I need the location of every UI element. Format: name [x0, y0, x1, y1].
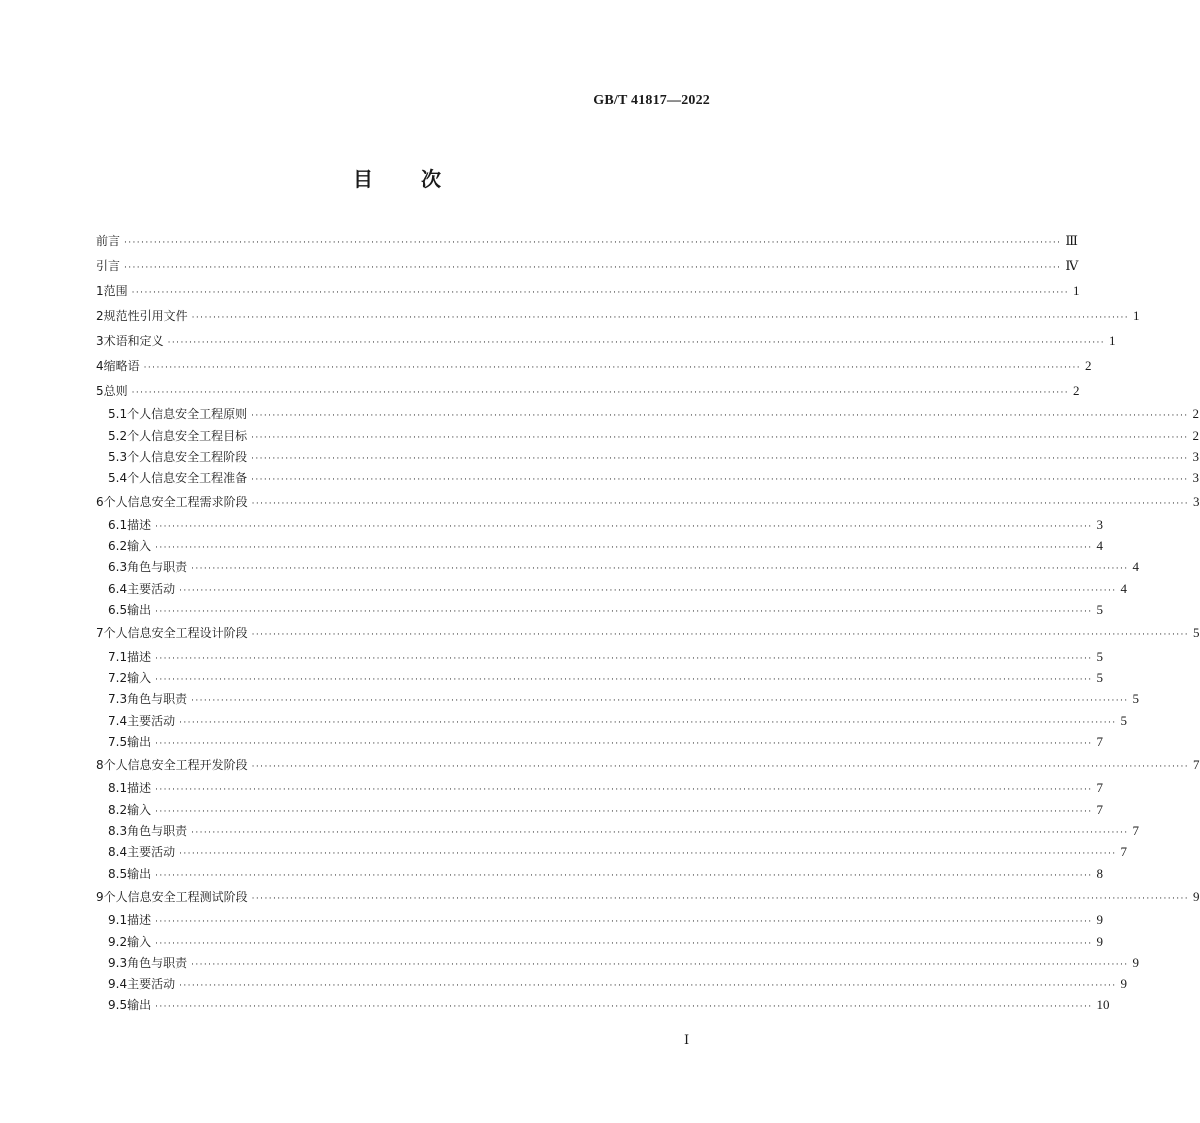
toc-entry-number: 7.4 [108, 713, 128, 728]
toc-entry[interactable] [108, 515, 1103, 535]
toc-leader-dots: ···························································································································································································································· [251, 453, 1189, 464]
toc-entry[interactable] [108, 668, 1103, 688]
toc-entry-page: 9 [1096, 912, 1103, 928]
toc-entry-label: 主要活动 [127, 845, 176, 860]
toc-entry[interactable] [108, 995, 1110, 1015]
toc-entry[interactable] [96, 381, 1080, 401]
toc-entry-label: 缩略语 [103, 359, 140, 373]
toc-leader-dots: ···························································································································································································································· [191, 959, 1129, 970]
toc-entry-label: 个人信息安全工程目标 [127, 428, 248, 443]
toc-entry-label: 输入 [127, 802, 152, 817]
page-number: Ⅰ [684, 1032, 690, 1047]
toc-entry-page: 5 [1096, 602, 1103, 617]
toc-entry-page: 3 [1193, 493, 1200, 509]
toc-entry-page: 8 [1096, 865, 1103, 881]
toc-entry-number: 4 [96, 359, 104, 373]
toc-entry[interactable] [108, 426, 1199, 446]
toc-entry[interactable] [108, 447, 1199, 467]
toc-entry[interactable] [108, 557, 1139, 577]
toc-entry-page: 5 [1120, 712, 1127, 728]
toc-entry-number: 8.3 [108, 824, 128, 838]
toc-entry-label: 输入 [127, 934, 152, 949]
title-char-1: 目 [353, 167, 373, 191]
toc-leader-dots: ···························································································································································································································· [155, 543, 1093, 554]
toc-entry[interactable] [108, 821, 1139, 841]
toc-entry-page: 9 [1120, 976, 1127, 992]
toc-entry-page: 4 [1120, 580, 1127, 596]
title-char-2: 次 [421, 167, 441, 191]
toc-leader-dots: ···························································································································································································································· [251, 893, 1190, 904]
toc-entry-number: 6.1 [108, 517, 128, 532]
toc-leader-dots: ···························································································································································································································· [155, 607, 1093, 617]
toc-leader-dots: ···························································································································································································································· [124, 263, 1062, 273]
toc-entry[interactable] [96, 887, 1200, 907]
toc-entry-number: 5.3 [108, 449, 128, 464]
toc-entry-label: 角色与职责 [127, 955, 188, 970]
toc-entry-page: 4 [1132, 559, 1139, 575]
toc-entry[interactable] [96, 623, 1200, 643]
toc-entry-page: 3 [1192, 448, 1199, 464]
toc-entry-number: 9.4 [108, 977, 128, 992]
toc-entry-page: 5 [1193, 625, 1200, 641]
toc-leader-dots: ···························································································································································································································· [143, 363, 1082, 373]
toc-entry-number: 8.2 [108, 802, 128, 817]
toc-leader-dots: ···························································································································································································································· [251, 498, 1190, 509]
toc-leader-dots: ···························································································································································································································· [131, 288, 1070, 298]
toc-entry[interactable] [96, 231, 1078, 251]
toc-entry[interactable] [96, 755, 1200, 775]
toc-entry-number: 6.5 [108, 603, 128, 617]
toc-entry-label: 角色与职责 [127, 560, 188, 575]
toc-entry-number: 7 [96, 626, 104, 641]
toc-leader-dots: ···························································································································································································································· [191, 313, 1130, 323]
toc-entry-page: 7 [1096, 733, 1103, 749]
toc-leader-dots: ···························································································································································································································· [251, 432, 1189, 443]
toc-entry[interactable] [108, 732, 1103, 752]
toc-leader-dots: ···························································································································································································································· [179, 849, 1117, 860]
toc-entry-page: 1 [1133, 308, 1140, 323]
toc-entry-page: 1 [1109, 333, 1116, 348]
toc-entry-number: 9 [96, 889, 104, 904]
toc-leader-dots: ···························································································································································································································· [179, 717, 1117, 728]
toc-entry-label: 输入 [127, 539, 152, 554]
toc-leader-dots: ···························································································································································································································· [251, 475, 1189, 486]
toc-leader-dots: ···························································································································································································································· [155, 938, 1093, 949]
toc-entry-number: 5 [96, 384, 104, 398]
page-title [0, 163, 794, 192]
toc-entry-number: 5.1 [108, 407, 128, 422]
toc-entry-number: 8.5 [108, 866, 128, 881]
toc-entry[interactable] [108, 600, 1103, 620]
toc-entry-label: 主要活动 [127, 581, 176, 596]
toc-entry-label: 描述 [127, 913, 152, 928]
toc-entry-page: Ⅲ [1065, 233, 1078, 248]
toc-entry-number: 6.4 [108, 581, 128, 596]
toc-entry-number: 7.3 [108, 692, 128, 707]
toc-entry-page: 9 [1193, 888, 1200, 904]
toc-entry-number: 7.1 [108, 649, 128, 664]
toc-entry[interactable] [108, 842, 1127, 862]
toc-entry-number: 5.4 [108, 471, 128, 486]
toc-entry-page: 2 [1085, 358, 1092, 373]
toc-entry-page: Ⅳ [1065, 258, 1079, 273]
toc-entry[interactable] [108, 404, 1199, 424]
toc-entry-page: 7 [1096, 801, 1103, 817]
toc-entry-label: 个人信息安全工程阶段 [127, 449, 248, 464]
toc-entry-label: 个人信息安全工程测试阶段 [103, 889, 248, 904]
toc-entry-page: 10 [1096, 997, 1110, 1013]
toc-entry-number: 9.2 [108, 934, 128, 949]
toc-entry-page: 7 [1120, 844, 1127, 860]
toc-entry[interactable] [96, 306, 1140, 326]
toc-entry-label: 描述 [127, 781, 152, 796]
toc-entry[interactable] [96, 492, 1200, 512]
toc-entry-page: 2 [1192, 406, 1199, 422]
toc-entry-label: 主要活动 [127, 977, 176, 992]
toc-entry-number: 6 [96, 494, 104, 509]
toc-entry-label: 主要活动 [127, 713, 176, 728]
toc-entry-label: 输出 [127, 998, 152, 1013]
toc-entry-label: 个人信息安全工程需求阶段 [103, 494, 248, 509]
toc-entry[interactable] [108, 468, 1199, 488]
toc-leader-dots: ···························································································································································································································· [191, 696, 1129, 707]
toc-entry-label: 角色与职责 [127, 824, 188, 838]
toc-leader-dots: ···························································································································································································································· [155, 917, 1093, 928]
toc-entry-number: 5.2 [108, 428, 128, 443]
toc-entry-number: 9.3 [108, 955, 128, 970]
toc-entry-page: 7 [1132, 823, 1139, 838]
toc-entry-number: 8 [96, 758, 104, 773]
toc-entry-number: 1 [96, 284, 104, 298]
toc-entry-label: 总则 [103, 384, 128, 398]
toc-entry[interactable] [108, 974, 1127, 994]
toc-entry-page: 1 [1073, 283, 1080, 298]
toc-leader-dots: ···························································································································································································································· [155, 806, 1093, 817]
toc-entry-page: 5 [1096, 648, 1103, 664]
toc-entry-label: 前言 [96, 234, 121, 248]
toc-entry-number: 6.2 [108, 539, 128, 554]
toc-entry-label: 个人信息安全工程开发阶段 [103, 758, 248, 773]
toc-entry-label: 角色与职责 [127, 692, 188, 707]
toc-entry[interactable] [108, 711, 1127, 731]
toc-entry-page: 3 [1192, 470, 1199, 486]
toc-leader-dots: ···························································································································································································································· [124, 238, 1062, 248]
standard-number: GB/T 41817—2022 [593, 93, 710, 108]
toc-entry-label: 描述 [127, 517, 152, 532]
toc-entry-number: 2 [96, 309, 104, 323]
toc-entry[interactable] [108, 536, 1103, 556]
toc-entry-label: 描述 [127, 649, 152, 664]
toc-leader-dots: ···························································································································································································································· [191, 564, 1129, 575]
toc-entry[interactable] [108, 579, 1127, 599]
toc-entry[interactable] [108, 953, 1139, 973]
toc-leader-dots: ···························································································································································································································· [155, 738, 1093, 749]
toc-entry-label: 个人信息安全工程原则 [127, 407, 248, 422]
toc-leader-dots: ···························································································································································································································· [155, 521, 1093, 532]
toc-entry-number: 3 [96, 334, 104, 348]
toc-leader-dots: ···························································································································································································································· [251, 762, 1190, 773]
toc-leader-dots: ···························································································································································································································· [155, 1002, 1093, 1013]
toc-entry-page: 2 [1192, 427, 1199, 443]
toc-leader-dots: ···························································································································································································································· [131, 388, 1070, 398]
toc-entry-number: 9.5 [108, 998, 128, 1013]
toc-entry-label: 引言 [96, 259, 121, 273]
toc-entry-number: 9.1 [108, 913, 128, 928]
toc-entry[interactable] [108, 778, 1103, 798]
toc-entry[interactable] [108, 932, 1103, 952]
toc-entry-page: 2 [1073, 383, 1080, 398]
toc-entry[interactable] [108, 910, 1103, 930]
toc-entry-page: 5 [1096, 669, 1103, 685]
toc-entry-number: 6.3 [108, 560, 128, 575]
toc-leader-dots: ···························································································································································································································· [155, 870, 1093, 881]
toc-entry-label: 输出 [127, 866, 152, 881]
toc-entry-page: 7 [1096, 780, 1103, 796]
toc-entry-page: 3 [1096, 516, 1103, 532]
toc-entry-label: 个人信息安全工程准备 [127, 471, 248, 486]
toc-entry-number: 8.1 [108, 781, 128, 796]
toc-leader-dots: ···························································································································································································································· [155, 674, 1093, 685]
toc-entry-label: 术语和定义 [103, 334, 164, 348]
toc-leader-dots: ···························································································································································································································· [167, 338, 1106, 348]
toc-leader-dots: ···························································································································································································································· [251, 411, 1189, 422]
toc-leader-dots: ···························································································································································································································· [155, 653, 1093, 664]
toc-leader-dots: ···························································································································································································································· [179, 585, 1117, 596]
toc-entry-number: 7.5 [108, 734, 128, 749]
toc-entry[interactable] [96, 256, 1079, 276]
toc-entry-number: 8.4 [108, 845, 128, 860]
toc-entry-page: 5 [1132, 691, 1139, 707]
toc-entry-page: 7 [1193, 757, 1200, 773]
toc-leader-dots: ···························································································································································································································· [179, 981, 1117, 992]
toc-entry[interactable] [108, 800, 1103, 820]
toc-entry[interactable] [108, 647, 1103, 667]
toc-entry-page: 4 [1096, 538, 1103, 554]
toc-entry[interactable] [96, 331, 1116, 351]
toc-entry-label: 规范性引用文件 [103, 309, 188, 323]
toc-entry-page: 9 [1132, 954, 1139, 970]
toc-entry[interactable] [96, 356, 1092, 376]
toc-entry-label: 范围 [103, 284, 128, 298]
toc-entry-page: 9 [1096, 933, 1103, 949]
toc-leader-dots: ···························································································································································································································· [191, 828, 1129, 838]
toc-entry-label: 输入 [127, 670, 152, 685]
toc-leader-dots: ···························································································································································································································· [155, 785, 1093, 796]
toc-entry[interactable] [96, 281, 1080, 301]
toc-entry-label: 输出 [127, 603, 152, 617]
toc-entry-label: 个人信息安全工程设计阶段 [103, 626, 248, 641]
toc-entry-number: 7.2 [108, 670, 128, 685]
toc-entry[interactable] [108, 864, 1103, 884]
toc-entry-label: 输出 [127, 734, 152, 749]
toc-leader-dots: ···························································································································································································································· [251, 630, 1190, 641]
toc-entry[interactable] [108, 689, 1139, 709]
